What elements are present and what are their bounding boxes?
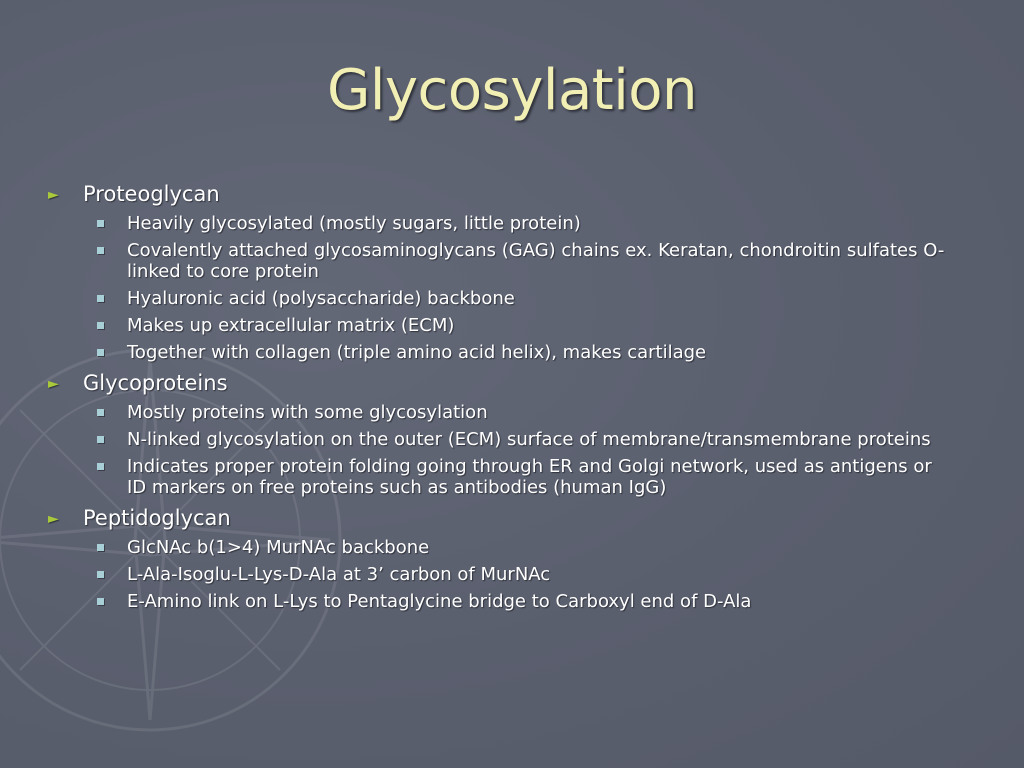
list-item-text: GlcNAc b(1>4) MurNAc backbone (127, 537, 430, 558)
section-items (97, 402, 948, 498)
square-bullet-icon (97, 295, 104, 302)
section-heading (48, 369, 948, 400)
list-item-text: Makes up extracellular matrix (ECM) (127, 315, 455, 336)
list-item (97, 213, 948, 234)
section-proteoglycan (48, 180, 948, 363)
list-item (97, 402, 948, 423)
section-heading-text: Peptidoglycan (83, 506, 231, 530)
square-bullet-icon (97, 220, 104, 227)
square-bullet-icon (97, 544, 104, 551)
section-heading-text: Proteoglycan (83, 182, 220, 206)
square-bullet-icon (97, 571, 104, 578)
list-item-text: Indicates proper protein folding going through ER and Golgi network, used as antigens or ID markers on free proteins such as antibodies (human IgG) (127, 456, 932, 498)
list-item-text: Hyaluronic acid (polysaccharide) backbone (127, 288, 515, 309)
list-item-text: N-linked glycosylation on the outer (ECM) surface of membrane/transmembrane proteins (127, 429, 931, 450)
list-item (97, 591, 948, 612)
list-item-text: Mostly proteins with some glycosylation (127, 402, 488, 423)
section-peptidoglycan (48, 504, 948, 612)
square-bullet-icon (97, 349, 104, 356)
section-items (97, 213, 948, 363)
triangle-bullet-icon: ► (48, 511, 59, 527)
section-items (97, 537, 948, 612)
list-item (97, 429, 948, 450)
square-bullet-icon (97, 436, 104, 443)
slide-title: Glycosylation (326, 58, 698, 123)
list-item-text: E-Amino link on L-Lys to Pentaglycine bridge to Carboxyl end of D-Ala (127, 591, 752, 612)
slide-content (48, 180, 948, 618)
section-heading (48, 180, 948, 211)
list-item (97, 564, 948, 585)
list-item-text: Covalently attached glycosaminoglycans (GAG) chains ex. Keratan, chondroitin sulfates O-linked to core protein (127, 240, 945, 282)
list-item (97, 537, 948, 558)
section-heading-text: Glycoproteins (83, 371, 228, 395)
list-item-text: Heavily glycosylated (mostly sugars, little protein) (127, 213, 581, 234)
square-bullet-icon (97, 322, 104, 329)
section-glycoproteins (48, 369, 948, 498)
list-item (97, 456, 948, 498)
section-heading (48, 504, 948, 535)
square-bullet-icon (97, 409, 104, 416)
triangle-bullet-icon: ► (48, 376, 59, 392)
list-item (97, 240, 948, 282)
list-item (97, 342, 948, 363)
triangle-bullet-icon: ► (48, 187, 59, 203)
list-item (97, 288, 948, 309)
square-bullet-icon (97, 247, 104, 254)
square-bullet-icon (97, 598, 104, 605)
square-bullet-icon (97, 463, 104, 470)
list-item-text: Together with collagen (triple amino acid helix), makes cartilage (127, 342, 707, 363)
list-item (97, 315, 948, 336)
list-item-text: L-Ala-Isoglu-L-Lys-D-Ala at 3’ carbon of MurNAc (127, 564, 551, 585)
